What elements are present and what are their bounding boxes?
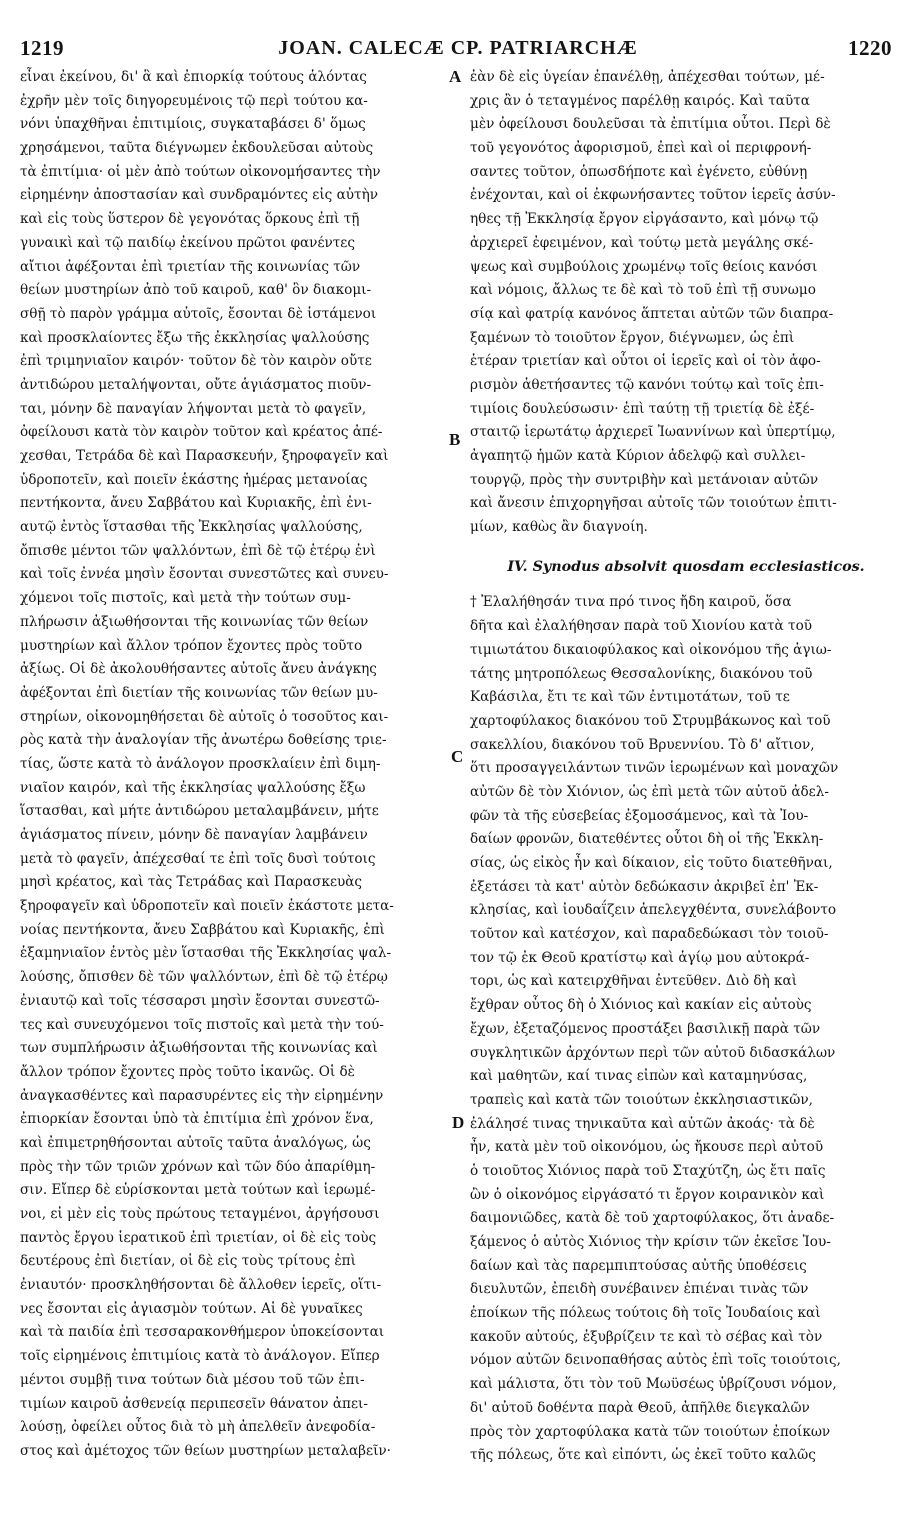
text-line: διευλυτῶν, ἐπειδὴ συνέβαινεν ἐπιέναι τινὰς τῶν: [470, 1281, 809, 1298]
text-line: χρησάμενοι, ταῦτα διέγνωμεν ἐκδουλεῦσαι αὐτοὺς: [20, 140, 374, 157]
text-line: στος καὶ ἀμέτοχος τῶν θείων μυστηρίων μεταλαβεῖν·: [20, 1442, 392, 1459]
text-line: ἀναγκασθέντες καὶ παρασυρέντες εἰς τὴν εἰρημένην: [20, 1087, 384, 1104]
text-line: καὶ τοῖς ἐννέα μησὶν ἔσονται συνεστῶτες καὶ συνευ-: [20, 566, 389, 583]
text-line: ἐξετάσει τὰ κατ' αὐτὸν δεδώκασιν ἀκριβεῖ ἐπ' Ἐκ-: [470, 878, 819, 895]
text-line: μυστηρίων καὶ ἄλλον τρόπον ἔχοντες πρὸς τοῦτο: [20, 637, 363, 654]
text-line: μὲν ὀφείλουσι δουλεῦσαι τὰ ἐπιτίμια οὗτοι. Περὶ δὲ: [470, 116, 831, 133]
text-line: ἑξαμηνιαῖον ἐντὸς μὲν ἵστασθαι τῆς Ἐκκλησίας ψαλ-: [20, 945, 392, 962]
text-line: ηθες τῇ Ἐκκλησίᾳ ἔργον εἰργάσαντο, καὶ μόνῳ τῷ: [470, 211, 819, 228]
text-line: ξαμένων τὸ τοιοῦτον ἔργον, διέγνωμεν, ὡς ἐπὶ: [470, 329, 795, 346]
text-line: κλησίας, καὶ ἰουδαΐζειν ἀπελεγχθέντα, συνελάβοντο: [470, 902, 837, 919]
text-line: ἐπιορκίαν ἔσονται ὑπὸ τὰ ἐπιτίμια ἐπὶ χρόνον ἕνα,: [20, 1111, 374, 1128]
text-line: νόμον αὐτῶν δεινοπαθήσας αὐτὸς ἐπὶ τοῖς τοιούτοις,: [470, 1352, 841, 1369]
text-line: χαρτοφύλακος διακόνου τοῦ Στρυμβάκωνος καὶ τοῦ: [470, 712, 831, 729]
text-line: καὶ μαθητῶν, καί τινας εἰπὼν καὶ καταμηνύσας,: [470, 1068, 808, 1085]
text-line: ἦν, κατὰ μὲν τοῦ οἰκονόμου, ὡς ἤκουσε περὶ αὐτοῦ: [470, 1139, 824, 1156]
text-line: τοῖς εἰρημένοις ἐπιτιμίοις κατὰ τὸ ἀνάλογον. Εἴπερ: [20, 1348, 380, 1365]
text-line: ἀρχιερεῖ ἐφειμένον, καὶ τούτῳ μετὰ μεγάλης σκέ-: [470, 234, 814, 251]
text-line: τοῦτον καὶ κατέσχον, καὶ παραδεδώκασι τὸν τοιοῦ-: [470, 926, 829, 943]
text-line: τάτης μητροπόλεως Θεσσαλονίκης, διακόνου τοῦ: [470, 665, 813, 682]
text-line: ἐνιαυτόν· προσκληθήσονται δὲ ἄλλοθεν ἱερεῖς, οἵτι-: [20, 1277, 382, 1294]
text-line: νοι, εἰ μὲν εἰς τοὺς πρώτους τεταγμένοι, ἀργήσουσι: [20, 1206, 380, 1222]
text-line: κακοῦν αὐτούς, ἐξυβρίζειν τε καὶ τὸ σέβας καὶ τὸν: [470, 1328, 823, 1345]
text-line: δι' αὐτοῦ δοθέντα παρὰ Θεοῦ, ἀπῆλθε διεγκαλῶν: [470, 1399, 810, 1416]
text-line: νιαῖον καιρόν, καὶ τῆς ἐκκλησίας ψαλλούσης ἔξω: [20, 779, 366, 796]
text-line: νόνι ὑπαχθῆναι ἐπιτιμίοις, συγκαταβάσει δ' ὅμως: [20, 116, 366, 133]
text-line: ἐνιαυτῷ καὶ τοῖς τέσσαρσι μησὶν ἔσονται συνεστῶ-: [20, 992, 380, 1009]
text-line: τὰ ἐπιτίμια· οἱ μὲν ἀπὸ τούτων οἰκονομήσαντες τὴν: [20, 163, 381, 180]
text-line: παντὸς ἔργου ἱερατικοῦ ἐπὶ τριετίαν, οἱ δὲ εἰς τοὺς: [20, 1229, 377, 1246]
text-line: δαίων φρονῶν, διατεθέντες οὗτοι δὴ οἱ τῆς Ἐκκλη-: [470, 831, 824, 848]
text-line: ὢν ὁ οἰκονόμος εἰργάσατό τι ἔργον κοιρανικὸν καὶ: [470, 1186, 825, 1203]
text-line: ἁγιάσματος πίνειν, μόνην δὲ παναγίαν λαμβάνειν: [20, 827, 368, 843]
margin-marker-a: A: [449, 67, 462, 86]
text-line: λούσῃ, ὀφείλει οὗτος διὰ τὸ μὴ ἀπελθεῖν ἀνεφοδία-: [20, 1419, 376, 1436]
text-line: ὁ τοιοῦτος Χιόνιος παρὰ τοῦ Σταχύτζη, ὡς ἔτι παῖς: [470, 1162, 826, 1179]
text-line: ὅτι προσαγγειλάντων τινῶν ἱερωμένων καὶ μοναχῶν: [470, 760, 839, 777]
text-line: ξάμενος ὁ αὐτὸς Χιόνιος τὴν κρίσιν τῶν ἐκεῖσε Ἰου-: [470, 1234, 831, 1250]
text-line: αἴτιοι ἀφέξονται ἐπὶ τριετίαν τῆς κοινωνίας τῶν: [20, 258, 361, 275]
text-line: χεσθαι, Τετράδα δὲ καὶ Παρασκευήν, ξηροφαγεῖν καὶ: [20, 448, 389, 464]
text-line: ἀξίως. Οἱ δὲ ἀκολουθήσαντες αὐτοῖς ἄνευ ἀνάγκης: [20, 661, 377, 678]
text-line: τουργῷ, πρὸς τὴν συντριβὴν καὶ μετάνοιαν αὐτῶν: [470, 471, 819, 488]
margin-marker-b: B: [449, 430, 461, 449]
text-line: λούσης, ὄπισθεν δὲ τῶν ψαλλόντων, ἐπὶ δὲ τῷ ἑτέρῳ: [20, 969, 388, 986]
text-line: ἐνέχονται, καὶ οἱ ἐκφωνήσαντες τοῦτον ἱερεῖς ἀσύν-: [470, 187, 836, 204]
text-line: σίᾳ καὶ φατρίᾳ κανόνος ἅπτεται αὐτῶν τῶν διαπρα-: [470, 305, 834, 322]
text-line: τες καὶ συνευχόμενοι τοῖς πιστοῖς καὶ μετὰ τὴν τού-: [20, 1016, 384, 1033]
text-line: ἵστασθαι, καὶ μήτε ἀντιδώρου μεταλαμβάνειν, μήτε: [20, 803, 379, 820]
text-line: ἔχθραν οὗτος δὴ ὁ Χιόνιος καὶ κακίαν εἰς αὐτοὺς: [470, 997, 812, 1014]
text-line: σαντες τοῦτον, ὁπωσδήποτε καὶ ἐγένετο, εὐθύνῃ: [470, 163, 808, 180]
text-line: καὶ ἄνεσιν ἐπιχορηγῆσαι αὐτοῖς τῶν τοιούτων ἐπιτι-: [470, 495, 837, 512]
text-line: μησὶ κρέατος, καὶ τὰς Τετράδας καὶ Παρασκευὰς: [20, 874, 363, 891]
text-line: πρὸς τὴν τῶν τριῶν χρόνων καὶ τῶν δύο ἀπαρίθμη-: [20, 1158, 376, 1175]
text-line: ρὸς κατὰ τὴν ἀναλογίαν τῆς ἀνωτέρω δοθείσης τριε-: [20, 732, 387, 749]
right-column: [470, 66, 902, 1468]
text-line: ὄπισθε μέντοι τῶν ψαλλόντων, ἐπὶ δὲ τῷ ἑτέρῳ ἐνὶ: [20, 542, 376, 559]
text-line: † Ἐλαλήθησάν τινα πρό τινος ἤδη καιροῦ, ὅσα: [470, 594, 792, 611]
text-line: τίας, ὥστε κατὰ τὸ ἀνάλογον προσκλαίειν ἐπὶ διμη-: [20, 755, 381, 772]
text-line: ρισμὸν ἀθετήσαντες τῷ κανόνι τούτῳ καὶ τοῖς ἐπι-: [470, 376, 824, 393]
text-line: τορι, ὡς καὶ κατειρχθῆναι ἐντεῦθεν. Διὸ δὴ καὶ: [470, 973, 798, 990]
text-line: σακελλίου, διακόνου τοῦ Βρυεννίου. Τὸ δ' αἴτιον,: [470, 736, 815, 753]
running-title: JOAN. CALECÆ CP. PATRIARCHÆ: [278, 37, 638, 59]
text-line: δῆτα καὶ ἐλαλήθησαν παρὰ τοῦ Χιονίου κατὰ τοῦ: [470, 618, 813, 635]
text-line: ἔχων, ἐξεταζόμενος προστάξει βασιλικῇ παρὰ τῶν: [470, 1020, 821, 1037]
text-line: στηρίων, οἰκονομηθήσεται δὲ αὐτοῖς ὁ τοσοῦτος και-: [20, 708, 389, 725]
text-line: ἐποίκων τῆς πόλεως τούτοις δὴ τοῖς Ἰουδαίοις καὶ: [470, 1305, 821, 1322]
text-line: ἐλάλησέ τινας τηνικαῦτα καὶ αὐτῶν ἀκοάς· τὰ δὲ: [470, 1115, 815, 1132]
text-line: χόμενοι τοῖς πιστοῖς, καὶ μετὰ τὴν τούτων συμ-: [20, 590, 351, 607]
text-line: γυναικὶ καὶ τῷ παιδίῳ ἐκείνου πρῶτοι φανέντες: [20, 234, 355, 251]
text-line: ὑδροποτεῖν, καὶ ποιεῖν ἑκάστης ἡμέρας μετανοίας: [20, 471, 368, 488]
text-line: δευτέρους ἐπὶ διετίαν, οἱ δὲ εἰς τοὺς τρίτους ἐπὶ: [20, 1253, 356, 1270]
text-line: δαίων καὶ τὰς παρεμπιπτούσας αὐτῆς ὑποθέσεις: [470, 1257, 807, 1274]
text-line: των συμπλήρωσιν ἀξιωθήσονται τῆς κοινωνίας καὶ: [20, 1040, 378, 1057]
text-line: εἰρημένην ἀποστασίαν καὶ συνδραμόντες εἰς αὐτὴν: [20, 187, 378, 204]
text-line: μίων, καθὼς ἂν διαγνοίη.: [470, 519, 648, 536]
text-line: ἐὰν δὲ εἰς ὑγείαν ἐπανέλθῃ, ἀπέχεσθαι τούτων, μέ-: [470, 69, 825, 85]
text-line: τιμίων καιροῦ ἀσθενείᾳ περιπεσεῖν θάνατον ἀπει-: [20, 1395, 368, 1412]
text-line: καὶ εἰς τοὺς ὕστερον δὲ γεγονότας ὅρκους ἐπὶ τῇ: [20, 211, 360, 228]
text-line: ἀγαπητῷ ἡμῶν κατὰ Κύριον ἀδελφῷ καὶ συλλει-: [470, 448, 806, 464]
text-line: συγκλητικῶν ἀρχόντων περὶ τῶν αὐτοῦ διδασκάλων: [470, 1044, 836, 1061]
margin-marker-d: D: [452, 1113, 465, 1132]
section-heading: IV. Synodus absolvit quosdam ecclesiasticos.: [507, 558, 865, 575]
text-line: νες ἔσονται εἰς ἁγιασμὸν τούτων. Αἱ δὲ γυναῖκες: [20, 1300, 363, 1317]
text-line: ψεως καὶ συμβούλοις χρωμένῳ τοῖς θείοις κανόσι: [470, 258, 818, 275]
text-line: σιν. Εἴπερ δὲ εὑρίσκονται μετὰ τούτων καὶ ἱερωμέ-: [20, 1182, 376, 1199]
page-number-left: 1219: [20, 36, 64, 60]
text-line: καὶ προσκλαίοντες ἔξω τῆς ἐκκλησίας ψαλλούσης: [20, 329, 370, 346]
text-line: τοῦ γεγονότος ἀφορισμοῦ, ἐπεὶ καὶ οἱ περιφρονή-: [470, 140, 812, 157]
left-column: [20, 66, 448, 1464]
text-line: τιμίοις δουλεύσωσιν· ἐπὶ ταύτῃ τῇ τριετίᾳ δὲ ἐξέ-: [470, 400, 815, 417]
text-line: σθῇ τὸ παρὸν γράμμα αὐτοῖς, ἔσονται δὲ ἱστάμενοι: [20, 305, 377, 322]
margin-marker-c: C: [451, 747, 464, 766]
text-line: ἐπὶ τριμηνιαῖον καιρόν· τοῦτον δὲ τὸν καιρὸν οὔτε: [20, 353, 372, 370]
text-line: ται, μόνην δὲ παναγίαν λήψονται μετὰ τὸ φαγεῖν,: [20, 400, 367, 417]
text-line: ξηροφαγεῖν καὶ ὑδροποτεῖν καὶ ποιεῖν ἑκάστοτε μετα-: [20, 898, 394, 915]
text-line: χρις ἂν ὁ τεταγμένος παρέλθῃ καιρός. Καὶ ταῦτα: [470, 92, 810, 109]
text-line: ἐχρῆν μὲν τοῖς διηγορευμένοις τῷ περὶ τούτου κα-: [20, 92, 368, 109]
text-line: τραπεὶς καὶ κατὰ τῶν τοιούτων ἐκκλησιαστικῶν,: [470, 1091, 813, 1108]
text-line: εἶναι ἐκείνου, δι' ἃ καὶ ἐπιορκίᾳ τούτους ἁλόντας: [20, 69, 367, 85]
text-line: μέντοι συμβῇ τινα τούτων διὰ μέσου τοῦ τῶν ἐπι-: [20, 1371, 365, 1388]
text-line: πεντήκοντα, ἄνευ Σαββάτου καὶ Κυριακῆς, ἐπὶ ἐνι-: [20, 495, 372, 512]
text-line: καὶ μάλιστα, ὅτι τὸν τοῦ Μωϋσέως ὑβρίζουσι νόμον,: [470, 1376, 837, 1393]
text-line: θείων μυστηρίων ἀπὸ τοῦ καιροῦ, καθ' ὃν διακομι-: [20, 282, 372, 299]
text-line: πρὸς τὸν χαρτοφύλακα κατὰ τῶν τοιούτων ἐποίκων: [470, 1423, 831, 1440]
text-line: ἀφέξονται ἐπὶ διετίαν τῆς κοινωνίας τῶν θείων μυ-: [20, 684, 378, 701]
text-line: ἑτέραν τριετίαν καὶ οὗτοι οἱ ἱερεῖς καὶ οἱ τὸν ἀφο-: [470, 353, 821, 370]
text-line: σίας, ὡς εἰκὸς ἦν καὶ δίκαιον, εἰς τοῦτο διατεθῆναι,: [470, 855, 833, 871]
text-line: καὶ νόμοις, ἄλλως τε δὲ καὶ τὸ τοῦ ἐπὶ τῇ συνωμο: [470, 282, 816, 299]
text-line: πλήρωσιν ἀξιωθήσονται τῆς κοινωνίας τῶν θείων: [20, 613, 369, 630]
text-line: αὐτῶν δὲ τὸν Χιόνιον, ὡς ἐπὶ μετὰ τῶν αὐτοῦ ἀδελ-: [470, 783, 829, 800]
text-line: ἀντιδώρου μεταλήψονται, οὔτε ἁγιάσματος πιοῦν-: [20, 376, 372, 393]
text-line: καὶ ἐπιμετρηθήσονται αὐτοῖς ταῦτα ἀναλόγως, ὡς: [20, 1134, 371, 1151]
text-line: ὀφείλουσι κατὰ τὸν καιρὸν τοῦτον καὶ κρέατος ἀπέ-: [20, 424, 383, 441]
page-number-right: 1220: [848, 36, 892, 60]
text-line: τῆς πόλεως, ὅτε καὶ εἰπόντι, ὡς ἐκεῖ τοῦτο καλῶς: [470, 1447, 816, 1464]
text-line: Καβάσιλα, ἔτι τε καὶ τῶν ἐντιμοτάτων, τοῦ τε: [470, 689, 790, 706]
text-line: δαιμονιῶδες, κατὰ δὲ τοῦ χαρτοφύλακος, ὅτι ἀναδε-: [470, 1210, 835, 1227]
text-line: τιμιωτάτου δικαιοφύλακος καὶ οἰκονόμου τῆς ἁγιω-: [470, 641, 832, 658]
text-line: νοίας πεντήκοντα, ἄνευ Σαββάτου καὶ Κυριακῆς, ἐπὶ: [20, 921, 385, 938]
text-line: ἄλλον τρόπον ἔχοντες πρὸς τοῦτο ἱκανῶς. Οἱ δὲ: [20, 1063, 355, 1080]
text-line: σταιτῷ ἱερωτάτῳ ἀρχιερεῖ Ἰωαννίνων καὶ ὑπερτίμῳ,: [470, 424, 836, 441]
text-line: μετὰ τὸ φαγεῖν, ἀπέχεσθαί τε ἐπὶ τοῖς δυσὶ τούτοις: [20, 850, 376, 867]
text-line: καὶ τὰ παιδία ἐπὶ τεσσαρακονθήμερον ὑποκείσονται: [20, 1324, 385, 1341]
text-line: αυτῷ ἐντὸς ἵστασθαι τῆς Ἐκκλησίας ψαλλούσης,: [20, 519, 363, 536]
text-line: φῶν τὰ τῆς εὐσεβείας ἐξομοσάμενος, καὶ τὰ Ἰου-: [470, 807, 809, 824]
text-line: τον τῷ ἐκ Θεοῦ κρατίστῳ καὶ ἁγίῳ μου αὐτοκρά-: [470, 949, 810, 966]
